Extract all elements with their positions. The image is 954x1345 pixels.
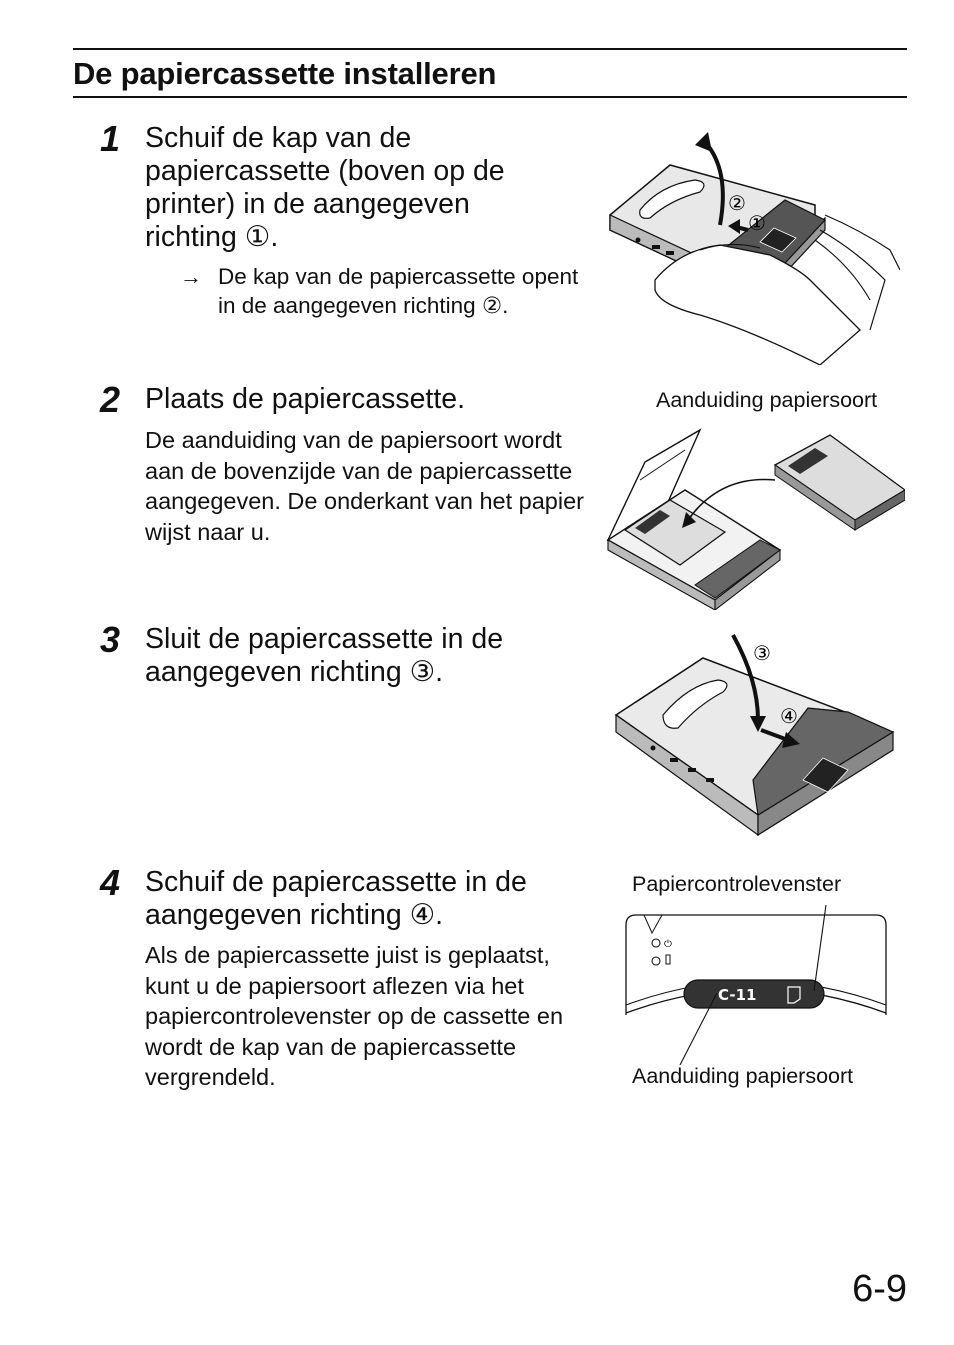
marker-1: ① — [748, 211, 766, 235]
marker-3: ③ — [753, 641, 771, 665]
caption-paper-type-window: Aanduiding papiersoort — [632, 1064, 854, 1088]
section-header — [73, 48, 907, 98]
svg-text:⏻: ⏻ — [664, 939, 672, 950]
step-title: Sluit de papiercassette in de aangegeven richting ③. — [145, 623, 504, 688]
marker-4: ④ — [780, 704, 798, 728]
section-title: De papiercassette installeren — [73, 56, 497, 91]
window-label: C-11 — [718, 986, 757, 1004]
step-body: De aanduiding van de papiersoort wordt aan de bovenzijde van de papiercassette aangegeven. De onderkant van het papier wijst naar u. — [145, 427, 584, 545]
page-number: 6-9 — [852, 1268, 907, 1310]
figure-insert-cassette — [600, 420, 905, 610]
figure-paper-window — [622, 905, 890, 1065]
figure-close-cover — [608, 630, 900, 845]
step-number: 2 — [100, 379, 121, 420]
figure-open-cover — [600, 130, 900, 365]
step-number: 1 — [100, 118, 121, 159]
marker-2: ② — [728, 191, 746, 215]
step-number: 4 — [100, 862, 121, 903]
step-result — [180, 262, 588, 320]
step-body: Als de papiercassette juist is geplaatst, kunt u de papiersoort aflezen via het papiercontrolevenster op de cassette en wordt de kap van de papiercassette vergrendeld. — [145, 942, 564, 1090]
caption-paper-type: Aanduiding papiersoort — [656, 388, 878, 412]
result-text: De kap van de papiercassette opent in de aangegeven richting ②. — [218, 264, 579, 318]
step-title: Plaats de papiercassette. — [145, 383, 466, 415]
step-number: 3 — [100, 619, 121, 660]
result-arrow-icon: → — [180, 264, 202, 289]
caption-paper-window: Papiercontrolevenster — [632, 872, 842, 896]
step-title: Schuif de papiercassette in de aangegeven richting ④. — [145, 866, 527, 931]
step-title: Schuif de kap van de papiercassette (boven op de printer) in de aangegeven richting ①. — [145, 122, 505, 253]
